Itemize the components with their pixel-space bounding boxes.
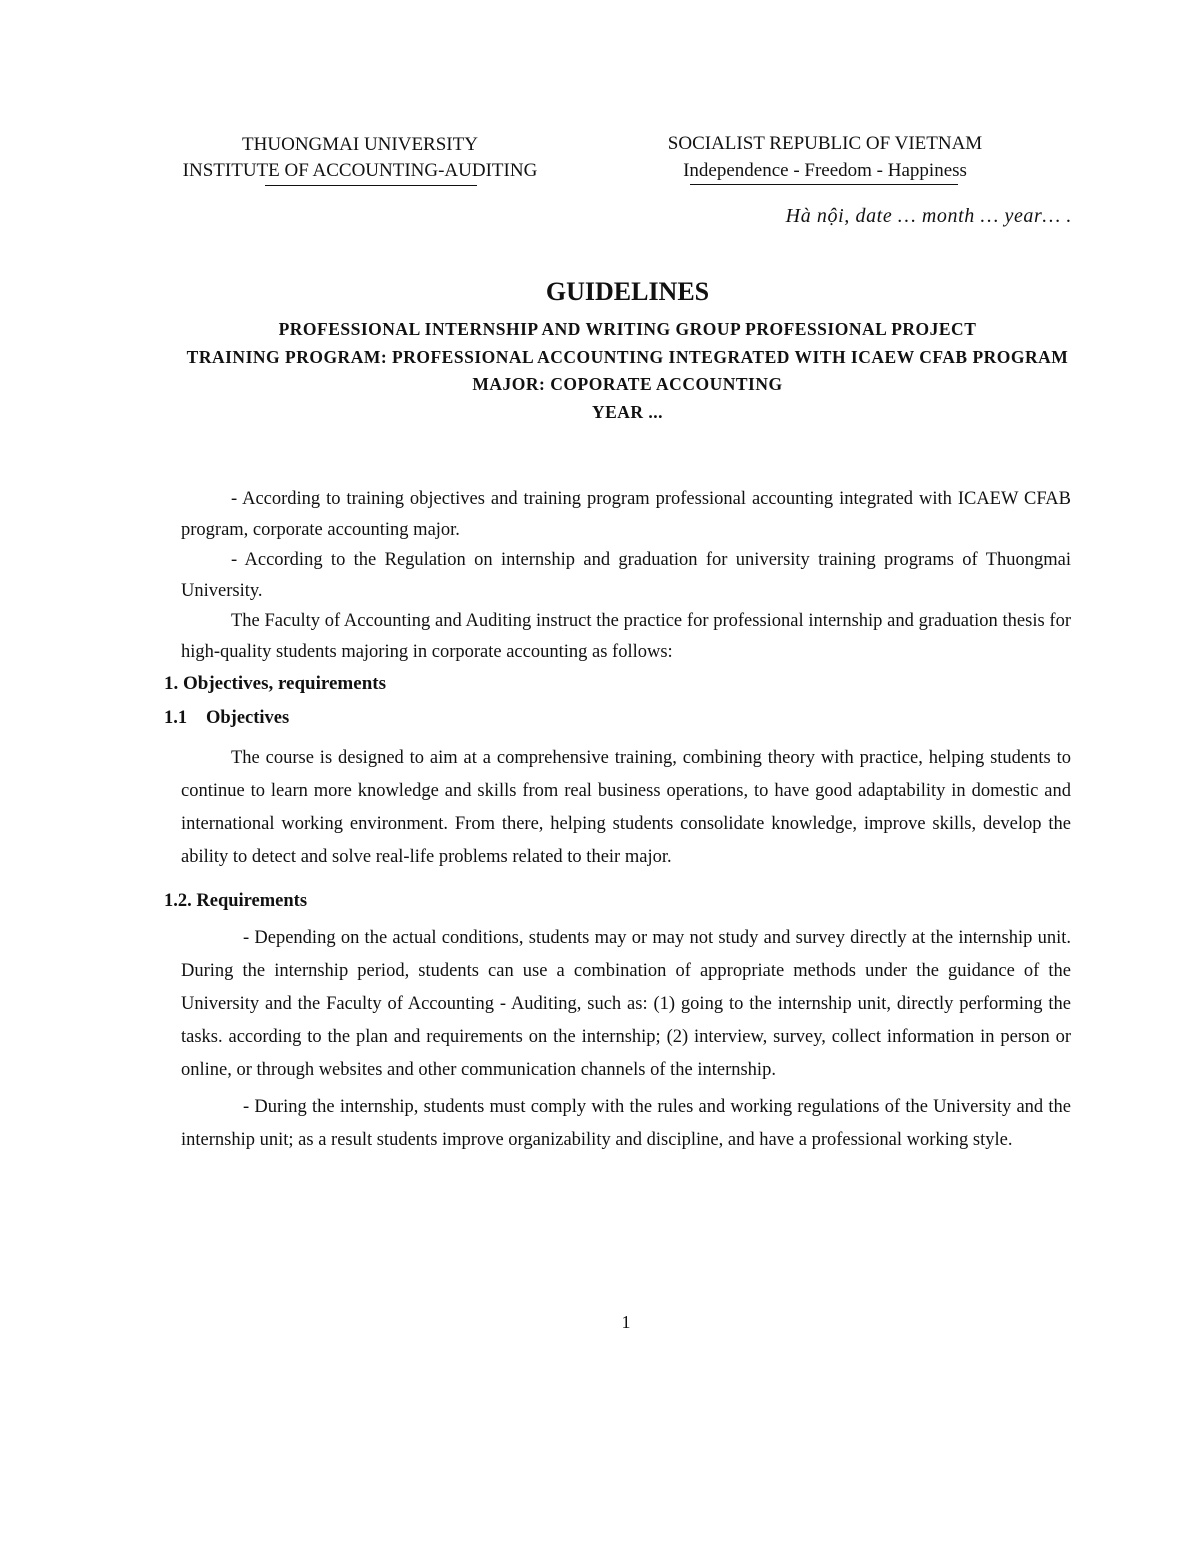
- date-line: Hà nội, date … month … year… .: [785, 205, 1072, 227]
- university-header: [140, 132, 580, 184]
- title-block: [160, 274, 1095, 426]
- university-name: THUONGMAI UNIVERSITY: [242, 134, 478, 155]
- title-subline-2: TRAINING PROGRAM: PROFESSIONAL ACCOUNTING INTEGRATED WITH ICAEW CFAB PROGRAM: [186, 346, 1069, 367]
- document-title: GUIDELINES: [545, 277, 710, 306]
- page-number: 1: [621, 1312, 631, 1332]
- title-subline-4: YEAR ...: [591, 401, 664, 422]
- requirements-paragraph-2: - During the internship, students must comply with the rules and working regulations of the University and the internship unit; as a result students improve organizability and discipline, and have a professional working style.: [181, 1097, 1071, 1150]
- institute-name: INSTITUTE OF ACCOUNTING-AUDITING: [182, 160, 538, 181]
- section-1-heading: 1. Objectives, requirements: [164, 673, 386, 694]
- section-1-2-heading: 1.2. Requirements: [164, 890, 308, 911]
- nation-name: SOCIALIST REPUBLIC OF VIETNAM: [667, 133, 983, 154]
- intro-paragraph-3: The Faculty of Accounting and Auditing instruct the practice for professional internship and graduation thesis for high-quality students majoring in corporate accounting as follows:: [181, 611, 1071, 662]
- requirements-paragraph-1: - Depending on the actual conditions, students may or may not study and survey directly at the internship unit. During the internship period, students can use a combination of appropriate methods under the guidance of the University and the Faculty of Accounting - Auditing, such as: (1) going to the internship unit, directly performing the tasks. according to the plan and requirements on the internship; (2) interview, survey, collect information in person or online, or through websites and other communication channels of the internship.: [181, 928, 1071, 1080]
- intro-paragraph-1: - According to training objectives and training program professional accounting integrated with ICAEW CFAB program, corporate accounting major.: [181, 489, 1071, 540]
- nation-header: [630, 130, 1020, 184]
- intro-paragraph-2: - According to the Regulation on internship and graduation for university training programs of Thuongmai University.: [181, 550, 1071, 601]
- right-header-rule: [690, 184, 958, 185]
- nation-motto: Independence - Freedom - Happiness: [683, 160, 967, 181]
- left-header-rule: [265, 185, 477, 186]
- title-subline-3: MAJOR: COPORATE ACCOUNTING: [472, 374, 783, 394]
- section-1-1-title: Objectives: [206, 708, 290, 728]
- document-body: [164, 484, 1071, 1157]
- section-1-1-heading: [164, 703, 1071, 734]
- objectives-paragraph: The course is designed to aim at a comprehensive training, combining theory with practice, helping students to continue to learn more knowledge and skills from real business operations, to have good adaptability in domestic and international working environment. From there, helping students consolidate knowledge, improve skills, develop the ability to detect and solve real-life problems related to their major.: [181, 747, 1071, 867]
- title-subline-1: PROFESSIONAL INTERNSHIP AND WRITING GROUP PROFESSIONAL PROJECT: [278, 319, 977, 339]
- section-1-1-number: 1.1: [164, 708, 188, 728]
